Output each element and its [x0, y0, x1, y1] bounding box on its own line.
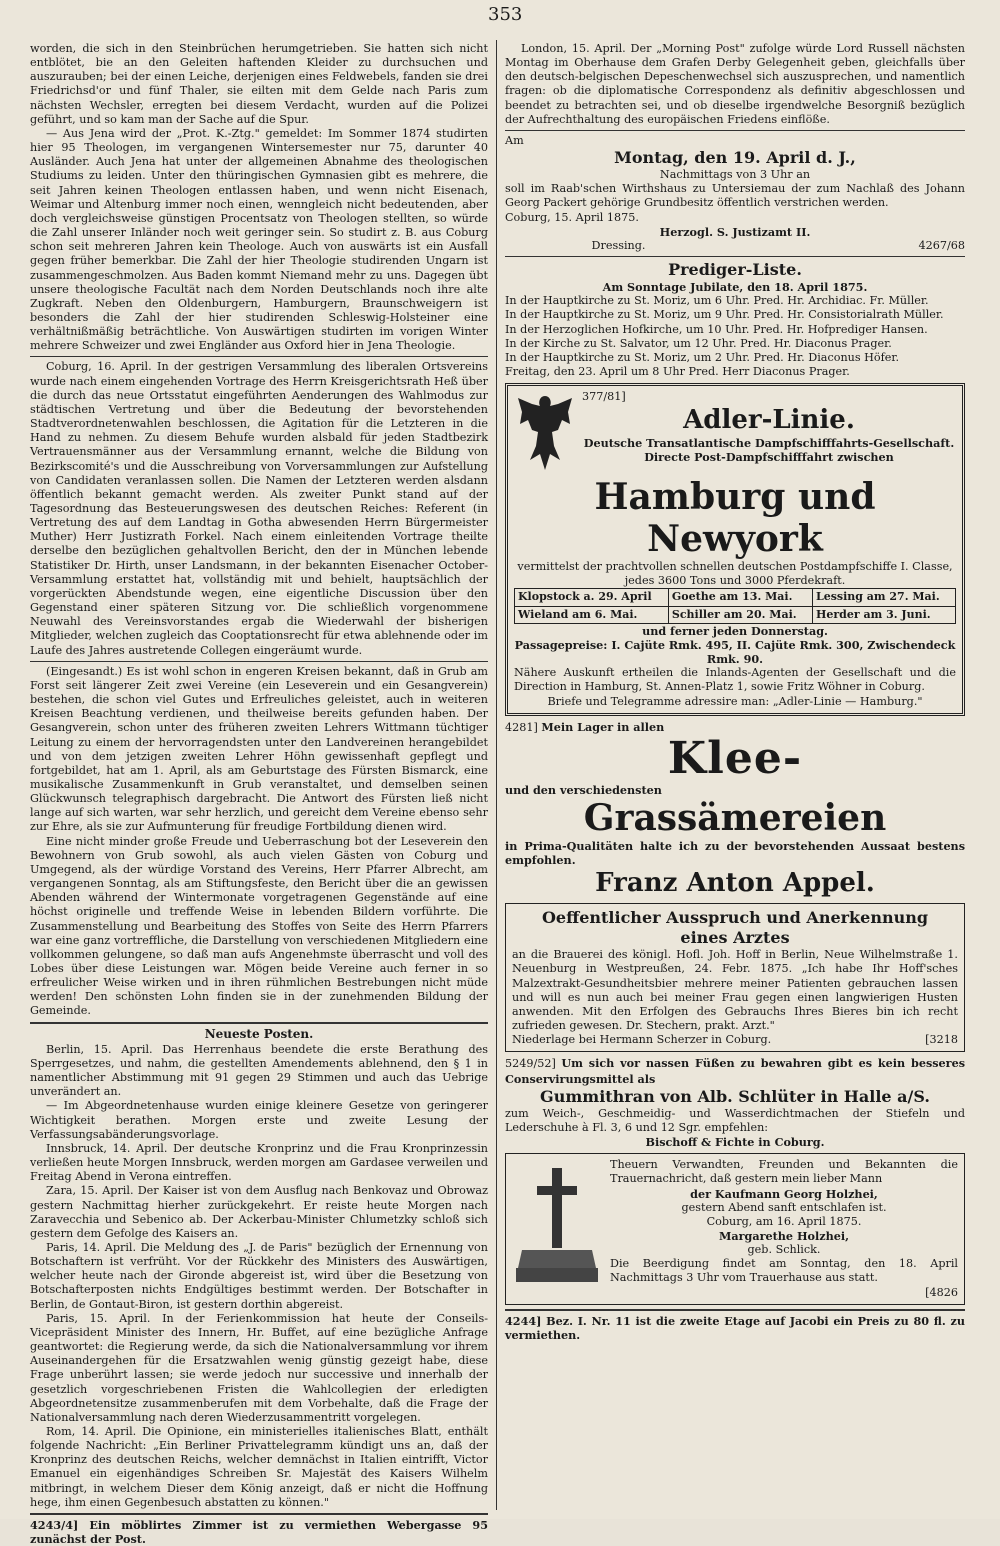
hoff-title1: Oeffentlicher Ausspruch und Anerkennung — [541, 908, 929, 928]
ad-room-to-let: 4243/4] Ein möblirtes Zimmer ist zu vermiethen Webergasse 95 zunächst der Post. — [30, 1517, 488, 1546]
hoff-text: an die Brauerei des königl. Hofl. Joh. Hoff in Berlin, Neue Wilhelmstraße 1. Neuenburg in Westpreußen, 24. Febr. 1875. „Ich habe Ihr Hoff'sches Malzextrakt-Gesundheitsbier mehrere meiner Patienten gebrauchen lassen und will es nun auch bei meiner Frau gegen einen langwierigen Husten anwenden. Mit den Erfolgen des Gebrauchs Ihres Bieres bin ich recht zufrieden gewesen. Dr. Stechern, prakt. Arzt." — [512, 948, 958, 1033]
death-nee: geb. Schlick. — [747, 1243, 821, 1257]
adler-prices: Passagepreise: I. Cajüte Rmk. 495, II. Cajüte Rmk. 300, Zwischendeck Rmk. 90. — [514, 637, 956, 667]
klee-number: 4281] — [505, 720, 538, 734]
adler-telegram: Briefe und Telegramme adressire man: „Adler-Linie — Hamburg." — [547, 694, 923, 708]
death-name1: der Kaufmann Georg Holzhei, — [690, 1186, 878, 1201]
preacher-subtitle: Am Sonntage Jubilate, den 18. April 1875. — [602, 280, 868, 295]
separator — [30, 661, 488, 662]
adler-number: 377/81] — [582, 390, 626, 404]
news-zara: Zara, 15. April. Der Kaiser ist von dem Ausflug nach Benkovaz und Obrowaz gestern Nachmittag hierher zurückgekehrt. Er reiste heute Morgen nach Zaravecchia und Sebenico ab. Der Ackerbau-Minister Chlumetzky schloß sich gestern dem Gefolge des Kaisers an. — [30, 1184, 488, 1240]
auction-notice — [505, 134, 965, 253]
table-cell: Klopstock a. 29. April — [515, 589, 669, 606]
death-name2: Margarethe Holzhei, — [719, 1228, 849, 1243]
news-paris-2: Paris, 15. April. In der Ferienkommission hat heute der Conseils-Vicepräsident Minister des Innern, Hr. Buffet, auf eine bezügliche Anfrage geantwortet: die Regierung werde, da sich die Nationalversammlung vor ihrem Auseinandergehen für die Ersatzwahlen wenig günstig gezeigt habe, diese Frage unberührt lassen; sie werde jedoch nur successive und innerhalb der gesetzlich vorgeschriebenen Fristen die Wahlcollegien der erledigten Abgeordnetensitze zusammenberufen mit dem Vorbehalte, daß die Frage der Nationalversammlung nach deren Wiederzusammentritt vorgelegen. — [30, 1311, 488, 1424]
table-row — [515, 606, 956, 623]
news-rom: Rom, 14. April. Die Opinione, ein ministerielles italienisches Blatt, enthält folgende Nachricht: „Ein Berliner Privattelegramm kündigt uns an, daß der Kronprinz des deutschen Reichs, welcher demnächst in Italien eintrifft, Victor Emanuel ein eigenhändiges Schreiben Sr. Majestät des Kaisers Wilhelm mitbringt, in welchem Dieser dem König anzeigt, daß er nicht die Hoffnung hege, ihm einen Gegenbesuch abstatten zu können." — [30, 1425, 488, 1509]
preacher-line: In der Herzoglichen Hofkirche, um 10 Uhr. Pred. Hr. Hofprediger Hansen. — [505, 322, 928, 336]
ad-adler-linie — [505, 383, 965, 716]
table-cell: Schiller am 20. Mai. — [668, 606, 812, 623]
auction-place: Coburg, 15. April 1875. — [505, 210, 639, 224]
article-quarry: worden, die sich in den Steinbrüchen herumgetrieben. Sie hatten sich nicht entblötet, bie an den Geleiten haftenden Kleider zu durchsuchen und auszurauben; bei der einen Leiche, derjenigen eines Feldwebels, fanden sie drei Friedrichsd'or und fünf Thaler, sie eilten mit dem Gelde nach Paris zum nächsten Wechsler, erregten bei diesem Verdacht, wurden auf die Polizei geführt, und so kam man der Sache auf die Spur. — [30, 42, 488, 126]
death-place: Coburg, am 16. April 1875. — [706, 1214, 862, 1228]
ad-gummithran — [505, 1056, 965, 1149]
article-leseverein: Eine nicht minder große Freude und Ueberraschung bot der Leseverein den Bewohnern von Grub sowohl, als auch vielen Gästen von Coburg und Umgegend, als der würdige Vorstand des Vereins, Herr Pfarrer Albrecht, am vergangenen Sonntag, als am Stiftungsfeste, den Bericht über die an gewissen Abenden während der Wintermonate vorgetragenen Gegenstände auf eine höchst originelle und treffende Weise in lebenden Bildern vorführte. Die Zusammenstellung und Bearbeitung des Stoffes von Seite des Herrn Pfarrers war eine ganz vortreffliche, die Darstellung von verschiedenen Mitgliedern eine vollkommen gelungene, so daß man aufs Angenehmste überrascht und voll des Lobes über diese Leistungen war. Mögen beide Vereine auch ferner in so erfreulicher Weise wirken und in ihren rühmlichen Bestrebungen nicht müde werden! Den schönsten Lohn finden sie in der zunehmenden Bildung der Gemeinde. — [30, 834, 488, 1018]
gras-title: Grassämereien — [583, 797, 887, 839]
preacher-line: In der Hauptkirche zu St. Moriz, um 9 Uhr. Pred. Hr. Consistorialrath Müller. — [505, 308, 944, 322]
separator — [30, 356, 488, 357]
auction-footer — [505, 239, 965, 253]
gummi-number: 5249/52] — [505, 1057, 556, 1071]
klee-mid: und den verschiedensten — [505, 782, 662, 797]
preacher-line: In der Kirche zu St. Salvator, um 12 Uhr. Pred. Hr. Diaconus Prager. — [505, 336, 892, 350]
news-london: London, 15. April. Der „Morning Post" zufolge würde Lord Russell nächsten Montag im Oberhause dem Grafen Derby Gelegenheit geben, gleichfalls über den deutsch-belgischen Depeschenwechsel sich auszusprechen, und namentlich fragen: ob die diplomatische Correspondenz als definitiv abgeschlossen und beendet zu betrachten sei, und ob dieselbe irgendwelche Besorgniß bezüglich der Aufrechthaltung des europäischen Friedens einflöße. — [505, 42, 965, 126]
adler-title: Adler-Linie. — [683, 405, 855, 436]
ad-apartment: 4244] Bez. I. Nr. 11 ist die zweite Etage auf Jacobi ein Preis zu 80 fl. zu vermiethen. — [505, 1313, 965, 1342]
preacher-line: Freitag, den 23. April um 8 Uhr Pred. Herr Diaconus Prager. — [505, 364, 850, 378]
table-cell: Wieland am 6. Mai. — [515, 606, 669, 623]
preacher-line: In der Hauptkirche zu St. Moriz, um 6 Uhr. Pred. Hr. Archidiac. Fr. Müller. — [505, 294, 929, 308]
auction-time: Nachmittags von 3 Uhr an — [659, 168, 811, 182]
auction-office: Herzogl. S. Justizamt II. — [659, 224, 811, 239]
preacher-title: Prediger-Liste. — [668, 260, 802, 280]
adler-info: Nähere Auskunft ertheilen die Inlands-Agenten der Gesellschaft und die Direction in Hamburg, St. Annen-Platz 1, sowie Fritz Wöhner in Coburg. — [514, 666, 956, 694]
news-berlin: Berlin, 15. April. Das Herrenhaus beendete die erste Berathung des Sperrgesetzes, und nahm, die gestellten Amendements ablehnend, den § 1 in namentlicher Abstimmung mit 91 gegen 29 Stimmen und auch das Uebrige unverändert an. — [30, 1042, 488, 1099]
death-text1: Theuern Verwandten, Freunden und Bekannten die Trauernachricht, daß gestern mein lieber Mann — [610, 1158, 958, 1186]
hoff-footer — [512, 1033, 958, 1047]
ad-klee — [505, 720, 965, 900]
auction-date: Montag, den 19. April d. J., — [614, 148, 856, 168]
table-row — [515, 589, 956, 606]
separator — [505, 130, 965, 131]
adler-via: vermittelst der prachtvollen schnellen deutschen Postdampfschiffe I. Classe, jedes 3600 Tons und 3000 Pferdekraft. — [517, 560, 953, 588]
left-column — [30, 42, 488, 1546]
section-heading-news: Neueste Posten. — [204, 1026, 314, 1041]
adler-sub1: Deutsche Transatlantische Dampfschifffahrts-Gesellschaft. — [583, 436, 955, 451]
preacher-line: In der Hauptkirche zu St. Moriz, um 2 Uhr. Pred. Hr. Diaconus Höfer. — [505, 350, 900, 364]
article-jena: — Aus Jena wird der „Prot. K.-Ztg." gemeldet: Im Sommer 1874 studirten hier 95 Theologen, im vergangenen Wintersemester nur 75, darunter 40 Ausländer. Auch Jena hat unter der allgemeinen Abnahme des theologischen Studiums zu leiden. Unter den thüringischen Gymnasien gibt es mehrere, die seit Jahren keinen Theologen entlassen haben, und wenn nicht Eisenach, Weimar und Altenburg immer noch einen, wenngleich nicht bedeutenden, aber doch vergleichsweise günstigen Procentsatz von Theologen stellten, so würde die Zahl unserer Inländer noch weit geringer sein. So studirt z. B. aus Coburg schon seit mehreren Jahren kein Theologe. Auch von auswärts ist ein Ausfall gegen früher bemerkbar. Die Zahl der hier Theologie studirenden Ungarn ist zusammengeschmolzen. Aus Baden kommt Niemand mehr zu uns. Dagegen übt unsere theologische Facultät nach dem Norden Deutschlands noch ihre alte Zugkraft. Neben den Oldenburgern, Hamburgern, Braunschweigern ist besonders die Zahl der hier studirenden Schleswig-Holsteiner eine verhältnißmäßig beträchtliche. Von Auswärtigen studirten im vorigen Winter mehrere Schweizer und zwei Engländer aus Oxford hier in Jena Theologie. — [30, 126, 488, 353]
gummi-intro: Um sich vor nassen Füßen zu bewahren gibt es kein besseres Conservirungsmittel als — [505, 1056, 965, 1086]
grave-cross-icon — [512, 1158, 602, 1288]
right-column — [505, 42, 965, 1342]
klee-intro: Mein Lager in allen — [541, 719, 665, 734]
separator — [30, 1022, 488, 1024]
klee-title: Klee- — [667, 732, 803, 784]
auction-am: Am — [505, 133, 524, 147]
hoff-title2: eines Arztes — [680, 928, 790, 948]
news-paris-1: Paris, 14. April. Die Meldung des „J. de Paris" bezüglich der Ernennung von Botschaftern ist verfrüht. Vor der Rückkehr des Ministers des Auswärtigen, welcher heute nach der Gironde abgereist ist, wird über die Besetzung von Botschafterposten nichts Endgültiges bestimmt werden. Der Botschafter in Berlin, de Gontaut-Biron, ist gestern dorthin abgereist. — [30, 1240, 488, 1311]
table-cell: Lessing am 27. Mai. — [812, 589, 955, 606]
gummi-text: zum Weich-, Geschmeidig- und Wasserdichtmachen der Stiefeln und Lederschuhe à Fl. 3, 6 und 12 Sgr. empfehlen: — [505, 1106, 965, 1134]
adler-more: und ferner jeden Donnerstag. — [642, 623, 828, 638]
preacher-list — [505, 260, 965, 379]
adler-sub2: Directe Post-Dampfschifffahrt zwischen — [644, 450, 894, 465]
news-abgeordnetenhaus: — Im Abgeordnetenhause wurden einige kleinere Gesetze von geringerer Wichtigkeit berathen. Morgen erste und zweite Lesung der Verfassungsabänderungsvorlage. — [30, 1099, 488, 1141]
page-number: 353 — [488, 4, 523, 25]
death-number: [4826 — [925, 1285, 958, 1299]
adler-route: Hamburg und Newyork — [594, 476, 876, 561]
article-coburg: Coburg, 16. April. In der gestrigen Versammlung des liberalen Ortsvereins wurde nach einem eingehenden Vortrage des Herrn Kreisgerichtsrath Heß über die durch das neue Ortsstatut eingeführten Aenderungen des Wahlmodus zur städtischen Vertretung und über die Bedeutung der bevorstehenden Stadtverordnetenwahlen beschlossen, die Agitation für die Letzteren in die Hand zu nehmen. Zu diesem Behufe wurden alsbald für jeden Stadtbezirk Vertrauensmänner aus der Versammlung ernannt, welche die Bildung von Bezirkscomité's und die Ausschreibung von Vorversammlungen zur Aufstellung von Candidaten veranlassen sollen. Die Namen der Letzteren werden alsdann öffentlich bekannt gemacht werden. Als zweiter Punkt stand auf der Tagesordnung das Besteuerungswesen des deutschen Reiches: Referent (in Vertretung des auf dem Landtag in Gotha abwesenden Herrn Bürgermeister Muther) Herr Justizrath Forkel. Nach einem einleitenden Vortrage theilte derselbe den bezüglichen gehaltvollen Bericht, den der in München lebende Statistiker Dr. Hirth, unser Landsmann, in der bekannten Eisenacher October-Versammlung erstattet hat, vollständig mit und behielt, hauptsächlich der vorgerückten Abendstunde wegen, eine eigentliche Discussion über den Gegenstand einer späteren Sitzung vor. Die schließlich vorgenommene Neuwahl des Vereinsvorstandes ergab die Wiederwahl der bisherigen Mitglieder, welchen zugleich das Cooptationsrecht für etwa ablehnende oder im Laufe des Jahres austretende Collegen eingeräumt wurde. — [30, 360, 488, 657]
ad-hoff — [505, 903, 965, 1052]
death-burial: Die Beerdigung findet am Sonntag, den 18. April Nachmittags 3 Uhr vom Trauerhause aus statt. — [610, 1257, 958, 1285]
separator — [30, 1513, 488, 1515]
auction-number: 4267/68 — [918, 238, 965, 252]
klee-text: in Prima-Qualitäten halte ich zu der bevorstehenden Aussaat bestens empfohlen. — [505, 839, 965, 868]
table-cell: Herder am 3. Juni. — [812, 606, 955, 623]
death-text2: gestern Abend sanft entschlafen ist. — [681, 1200, 887, 1214]
gummi-sellers: Bischoff & Fichte in Coburg. — [645, 1135, 825, 1150]
hoff-depot: Niederlage bei Hermann Scherzer in Coburg. — [512, 1033, 772, 1047]
table-cell: Goethe am 13. Mai. — [668, 589, 812, 606]
auction-signature: Dressing. — [591, 238, 646, 252]
separator — [505, 256, 965, 257]
auction-text: soll im Raab'schen Wirthshaus zu Untersiemau der zum Nachlaß des Johann Georg Packert gehörige Grundbesitz öffentlich verstrichen werden. — [505, 182, 965, 210]
klee-name: Franz Anton Appel. — [595, 868, 875, 899]
death-notice — [505, 1153, 965, 1305]
column-divider — [496, 40, 497, 1510]
adler-ship-table — [514, 588, 956, 623]
hoff-number: [3218 — [925, 1033, 958, 1047]
news-innsbruck: Innsbruck, 14. April. Der deutsche Kronprinz und die Frau Kronprinzessin verließen heute Morgen Innsbruck, werden morgen am Gardasee verweilen und Freitag Abend in Verona eintreffen. — [30, 1141, 488, 1184]
eagle-icon — [514, 390, 576, 476]
separator — [505, 1309, 965, 1311]
gummi-title: Gummithran von Alb. Schlüter in Halle a/S. — [540, 1086, 930, 1106]
article-eingesandt: (Eingesandt.) Es ist wohl schon in engeren Kreisen bekannt, daß in Grub am Forst seit längerer Zeit zwei Vereine (ein Leseverein und ein Gesangverein) bestehen, die schon viel Gutes und Erfreuliches geleistet, auch in weiteren Kreisen Beachtung verdienen, und theilweise bereits gefunden haben. Der Gesangverein, schon unter des früheren zweiten Lehrers Wittmann tüchtiger Leitung zu einem der hervorragendsten unter den Landvereinen herangebildet und von dem jetzigen zweiten Lehrer Höhn gewissenhaft gepflegt und fortgebildet, hat am 1. April, als am Geburtstage des Fürsten Bismarck, eine musikalische Zusammenkunft in Grub veranstaltet, und demselben seinen Glückwunsch telegraphisch dargebracht. Die Antwort des Fürsten ließ nicht lange auf sich warten, war sehr herzlich, und gereicht dem Vereine ebenso sehr zur Ehre, als sie zur Aufmunterung für freudige Fortbildung dienen wird. — [30, 664, 488, 834]
